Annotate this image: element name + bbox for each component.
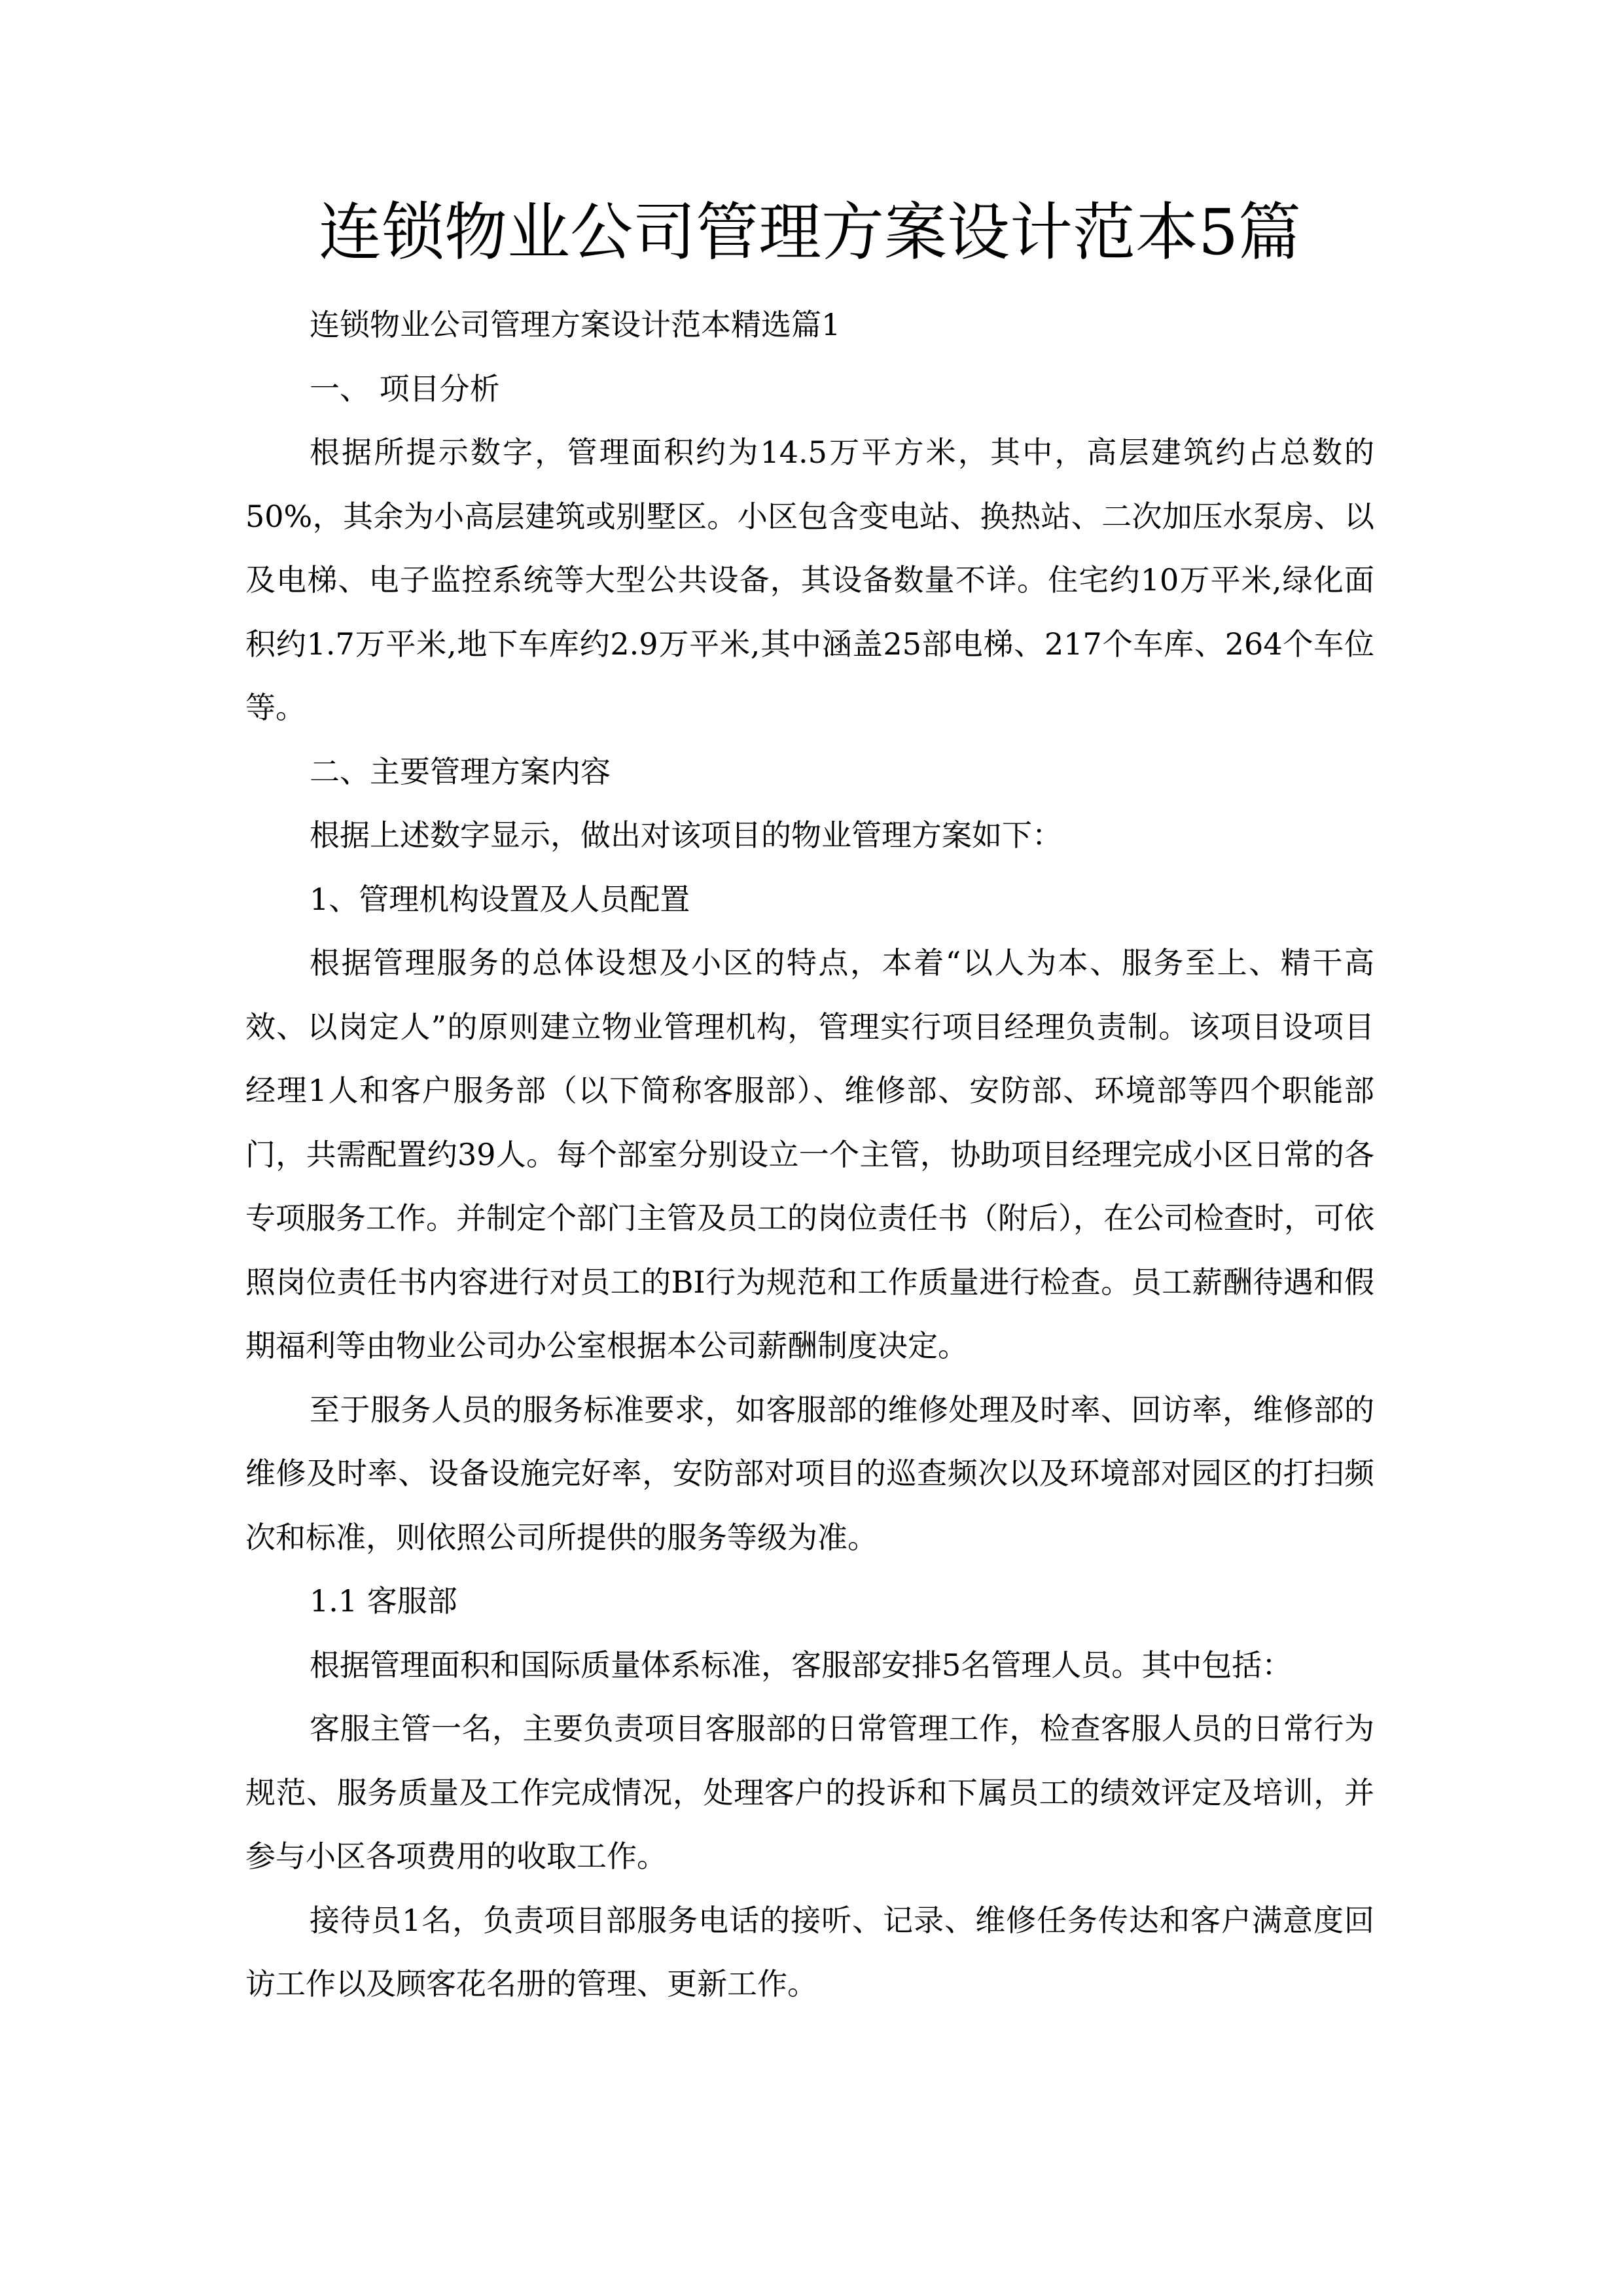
heading-org-staffing: 1、管理机构设置及人员配置 (310, 881, 690, 917)
paragraph-cs-supervisor: 客服主管一名，主要负责项目客服部的日常管理工作，检查客服人员的日常行为规范、服务质量及工作完成情况，处理客户的投诉和下属员工的绩效评定及培训，并参与小区各项费用的收取工作。 (245, 1711, 1374, 1874)
section-subtitle: 连锁物业公司管理方案设计范本精选篇1 (310, 307, 841, 342)
document-body (245, 293, 1374, 2017)
paragraph-plan-intro: 根据上述数字显示，做出对该项目的物业管理方案如下： (310, 817, 1062, 853)
paragraph-cs-staffing: 根据管理面积和国际质量体系标准，客服部安排5名管理人员。其中包括： (310, 1647, 1293, 1683)
paragraph-service-standards: 至于服务人员的服务标准要求，如客服部的维修处理及时率、回访率，维修部的维修及时率、设备设施完好率，安防部对项目的巡查频次以及环境部对园区的打扫频次和标准，则依照公司所提供的服务等级为准。 (245, 1391, 1374, 1555)
paragraph-project-overview: 根据所提示数字，管理面积约为14.5万平方米，其中，高层建筑约占总数的50%，其余为小高层建筑或别墅区。小区包含变电站、换热站、二次加压水泵房、以及电梯、电子监控系统等大型公共设备，其设备数量不详。住宅约10万平米,绿化面积约1.7万平米,地下车库约2.9万平米,其中涵盖25部电梯、217个车库、264个车位等。 (245, 435, 1374, 725)
heading-main-plan: 二、主要管理方案内容 (310, 753, 611, 789)
paragraph-org-structure: 根据管理服务的总体设想及小区的特点，本着“以人为本、服务至上、精干高效、以岗定人”的原则建立物业管理机构，管理实行项目经理负责制。该项目设项目经理1人和客户服务部（以下简称客服部）、维修部、安防部、环境部等四个职能部门，共需配置约39人。每个部室分别设立一个主管，协助项目经理完成小区日常的各专项服务工作。并制定个部门主管及员工的岗位责任书（附后），在公司检查时，可依照岗位责任书内容进行对员工的BI行为规范和工作质量进行检查。员工薪酬待遇和假期福利等由物业公司办公室根据本公司薪酬制度决定。 (245, 945, 1374, 1363)
heading-project-analysis: 一、 项目分析 (310, 370, 500, 406)
document-title: 连锁物业公司管理方案设计范本5篇 (318, 196, 1302, 269)
heading-customer-service: 1.1 客服部 (310, 1583, 457, 1619)
paragraph-receptionist: 接待员1名，负责项目部服务电话的接听、记录、维修任务传达和客户满意度回访工作以及顾客花名册的管理、更新工作。 (245, 1902, 1374, 2001)
